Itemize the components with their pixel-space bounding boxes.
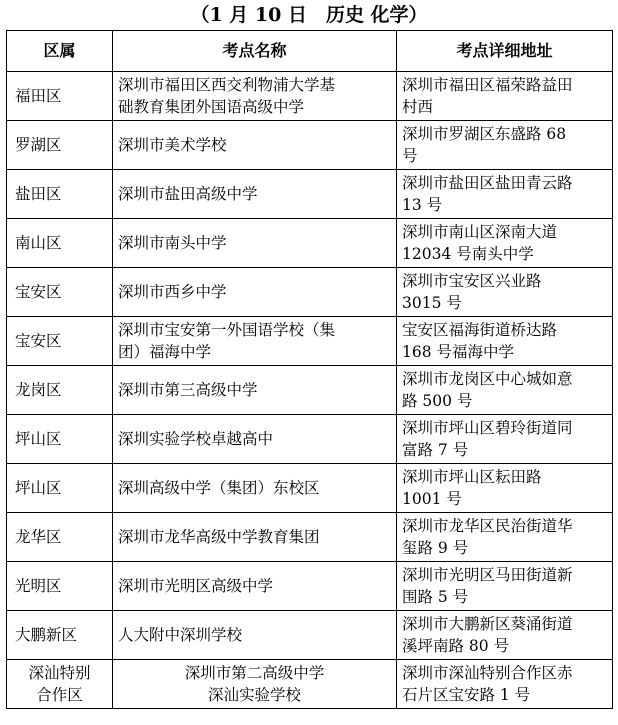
district-cell: 罗湖区 (7, 121, 113, 170)
site-address-cell-line: 围路 5 号 (402, 588, 469, 606)
district-cell: 盐田区 (7, 170, 113, 219)
site-address-cell-line: 13 号 (402, 196, 443, 214)
site-name-cell (113, 366, 397, 415)
site-address-cell-line: 深圳市龙岗区中心城如意 (402, 370, 573, 388)
district-cell-line: 合作区 (36, 686, 83, 704)
site-address-cell (397, 415, 613, 464)
district-cell: 龙岗区 (7, 366, 113, 415)
site-address-cell-line: 宝安区福海街道桥达路 (402, 321, 558, 339)
district-cell: 宝安区 (7, 317, 113, 366)
site-address-cell (397, 219, 613, 268)
site-address-cell (397, 317, 613, 366)
site-name-cell (113, 121, 397, 170)
site-name-cell (113, 513, 397, 562)
site-address-cell-line: 村西 (402, 98, 434, 116)
site-name-cell-line: 深圳市龙华高级中学教育集团 (118, 528, 320, 546)
site-name-cell (113, 415, 397, 464)
site-name-cell (113, 317, 397, 366)
table-row (7, 317, 613, 366)
site-address-cell-line: 深圳市坪山区耘田路 (402, 468, 542, 486)
site-name-cell (113, 660, 397, 709)
site-address-cell-line: 玺路 9 号 (402, 539, 469, 557)
site-address-cell (397, 562, 613, 611)
table-row (7, 415, 613, 464)
site-address-cell-line: 深圳市盐田区盐田青云路 (402, 174, 573, 192)
district-cell: 龙华区 (7, 513, 113, 562)
header-site-address: 考点详细地址 (397, 31, 613, 72)
district-cell: 坪山区 (7, 464, 113, 513)
table-row (7, 72, 613, 121)
table-row (7, 366, 613, 415)
site-name-cell-line: 深圳市南头中学 (118, 234, 227, 252)
table-row (7, 660, 613, 709)
site-address-cell (397, 121, 613, 170)
site-address-cell (397, 366, 613, 415)
site-name-cell-line: 深圳市福田区西交利物浦大学基 (118, 76, 336, 94)
site-address-cell-line: 路 500 号 (402, 392, 473, 410)
site-address-cell-line: 深圳市南山区深南大道 (402, 223, 558, 241)
site-address-cell-line: 1001 号 (402, 490, 462, 508)
table-body (7, 72, 613, 709)
site-name-cell-line: 深圳市第三高级中学 (118, 381, 258, 399)
district-cell: 坪山区 (7, 415, 113, 464)
site-name-cell-line: 人大附中深圳学校 (118, 626, 243, 644)
site-address-cell (397, 268, 613, 317)
header-district: 区属 (7, 31, 113, 72)
district-cell: 大鹏新区 (7, 611, 113, 660)
site-address-cell-line: 富路 7 号 (402, 441, 469, 459)
site-address-cell (397, 170, 613, 219)
site-address-cell-line: 深圳市福田区福荣路益田 (402, 76, 573, 94)
header-site-name: 考点名称 (113, 31, 397, 72)
site-name-cell (113, 464, 397, 513)
site-address-cell-line: 3015 号 (402, 294, 462, 312)
district-cell: 南山区 (7, 219, 113, 268)
site-address-cell (397, 513, 613, 562)
site-name-cell (113, 72, 397, 121)
table-row (7, 464, 613, 513)
table-row (7, 562, 613, 611)
site-name-cell-line: 团）福海中学 (118, 343, 212, 361)
district-cell: 光明区 (7, 562, 113, 611)
site-name-cell-line: 深圳高级中学（集团）东校区 (118, 479, 320, 497)
site-name-cell (113, 611, 397, 660)
site-address-cell-line: 溪坪南路 80 号 (402, 637, 510, 655)
site-address-cell (397, 660, 613, 709)
site-address-cell-line: 号 (402, 147, 418, 165)
district-cell: 宝安区 (7, 268, 113, 317)
site-name-cell-line: 深圳市宝安第一外国语学校（集 (118, 321, 336, 339)
site-name-cell (113, 562, 397, 611)
table-row (7, 219, 613, 268)
site-address-cell-line: 深圳市罗湖区东盛路 68 (402, 125, 567, 143)
table-row (7, 268, 613, 317)
table-row (7, 170, 613, 219)
site-address-cell-line: 深圳市深汕特别合作区赤 (402, 664, 573, 682)
table-row (7, 513, 613, 562)
district-cell-line: 深汕特别 (28, 664, 91, 682)
table-row (7, 611, 613, 660)
site-name-cell-line: 深圳市第二高级中学 (184, 664, 325, 682)
site-address-cell-line: 深圳市宝安区兴业路 (402, 272, 542, 290)
site-address-cell-line: 深圳市光明区马田街道新 (402, 566, 573, 584)
site-name-cell-line: 深圳实验学校卓越高中 (118, 430, 274, 448)
site-name-cell-line: 深圳市光明区高级中学 (118, 577, 274, 595)
site-address-cell (397, 464, 613, 513)
district-cell (7, 660, 113, 709)
table-header-row (7, 31, 613, 72)
site-address-cell-line: 深圳市大鹏新区葵涌街道 (402, 615, 573, 633)
site-address-cell-line: 168 号福海中学 (402, 343, 515, 361)
site-name-cell (113, 219, 397, 268)
site-name-cell (113, 170, 397, 219)
site-address-cell-line: 深圳市坪山区碧玲街道同 (402, 419, 573, 437)
site-address-cell (397, 611, 613, 660)
site-address-cell (397, 72, 613, 121)
site-name-cell-line: 深圳市美术学校 (118, 136, 227, 154)
site-name-cell-line: 深汕实验学校 (207, 686, 301, 704)
exam-site-table (6, 30, 613, 709)
site-name-cell-line: 深圳市西乡中学 (118, 283, 227, 301)
site-address-cell-line: 深圳市龙华区民治街道华 (402, 517, 573, 535)
site-address-cell-line: 石片区宝安路 1 号 (402, 686, 531, 704)
site-name-cell-line: 础教育集团外国语高级中学 (118, 98, 305, 116)
page-title: （1 月 10 日 历史 化学） (190, 4, 428, 26)
table-row (7, 121, 613, 170)
district-cell: 福田区 (7, 72, 113, 121)
site-name-cell (113, 268, 397, 317)
site-address-cell-line: 12034 号南头中学 (402, 245, 534, 263)
site-name-cell-line: 深圳市盐田高级中学 (118, 185, 258, 203)
